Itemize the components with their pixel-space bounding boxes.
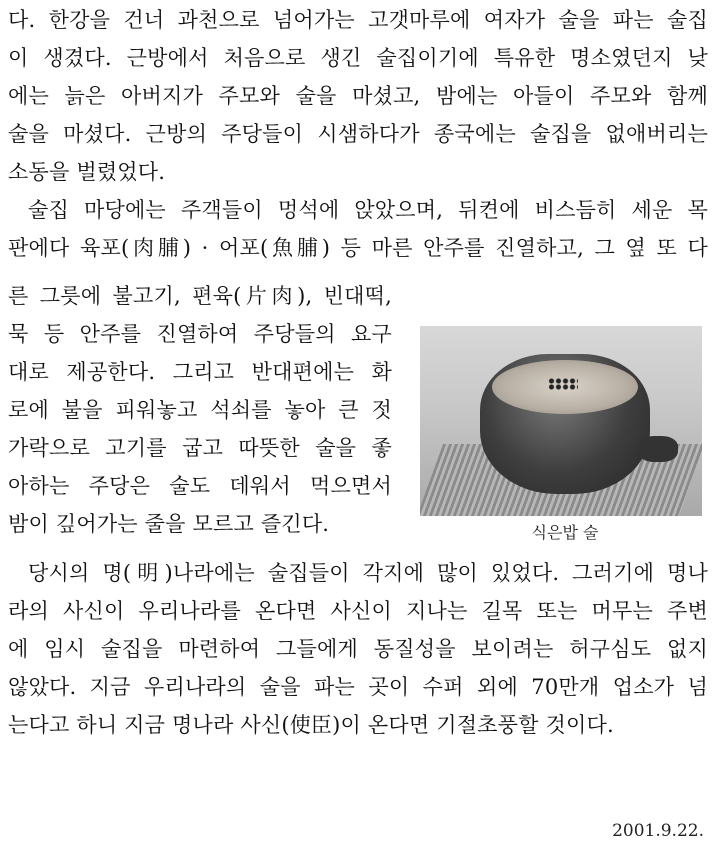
paragraph-line: 라의 사신이 우리나라를 온다면 사신이 지나는 길목 또는 머무는 주변 xyxy=(8,599,708,623)
paragraph-line: 판에다 육포(肉脯) · 어포(魚脯) 등 마른 안주를 진열하고, 그 옆 또 다 xyxy=(8,236,708,260)
paragraph-line: 이 생겼다. 근방에서 처음으로 생긴 술집이기에 특유한 명소였던지 낮 xyxy=(8,46,708,70)
paragraph-line: 묵 등 안주를 진열하여 주당들의 요구 xyxy=(8,322,392,346)
paragraph-line: 밤이 깊어가는 줄을 모르고 즐긴다. xyxy=(8,512,330,536)
paragraph-line: 는다고 하니 지금 명나라 사신(使臣)이 온다면 기절초풍할 것이다. xyxy=(8,713,614,737)
paragraph-line: 다. 한강을 건너 과천으로 넘어가는 고갯마루에 여자가 술을 파는 술집 xyxy=(8,8,708,32)
paragraph-line: 른 그릇에 불고기, 편육(片肉), 빈대떡, xyxy=(8,284,392,308)
rice-drink-photo xyxy=(420,326,702,516)
date-stamp: 2001.9.22. xyxy=(612,821,704,841)
paragraph-line: 가락으로 고기를 굽고 따뜻한 술을 좋 xyxy=(8,436,392,460)
paragraph-line: 않았다. 지금 우리나라의 술을 파는 곳이 수퍼 외에 70만개 업소가 넘 xyxy=(8,675,708,699)
paragraph-line: 에는 늙은 아버지가 주모와 술을 마셨고, 밤에는 아들이 주모와 함께 xyxy=(8,84,708,108)
paragraph-line: 대로 제공한다. 그리고 반대편에는 화 xyxy=(8,360,392,384)
paragraph-line: 소동을 벌렸었다. xyxy=(8,160,166,184)
paragraph-line: 아하는 주당은 술도 데워서 먹으면서 xyxy=(8,474,392,498)
sesame-garnish xyxy=(548,378,578,390)
paragraph-line: 로에 불을 피워놓고 석쇠를 놓아 큰 젓 xyxy=(8,398,392,422)
bowl-handle xyxy=(638,436,678,462)
paragraph-line: 술집 마당에는 주객들이 멍석에 앉았으며, 뒤켠에 비스듬히 세운 목 xyxy=(28,198,708,222)
photo-caption: 식은밥 술 xyxy=(531,523,599,542)
paragraph-line: 에 임시 술집을 마련하여 그들에게 동질성을 보이려는 허구심도 없지 xyxy=(8,637,708,661)
paragraph-line: 술을 마셨다. 근방의 주당들이 시샘하다가 종국에는 술집을 없애버리는 xyxy=(8,122,708,146)
paragraph-line: 당시의 명(明)나라에는 술집들이 각지에 많이 있었다. 그러기에 명나 xyxy=(28,561,708,585)
